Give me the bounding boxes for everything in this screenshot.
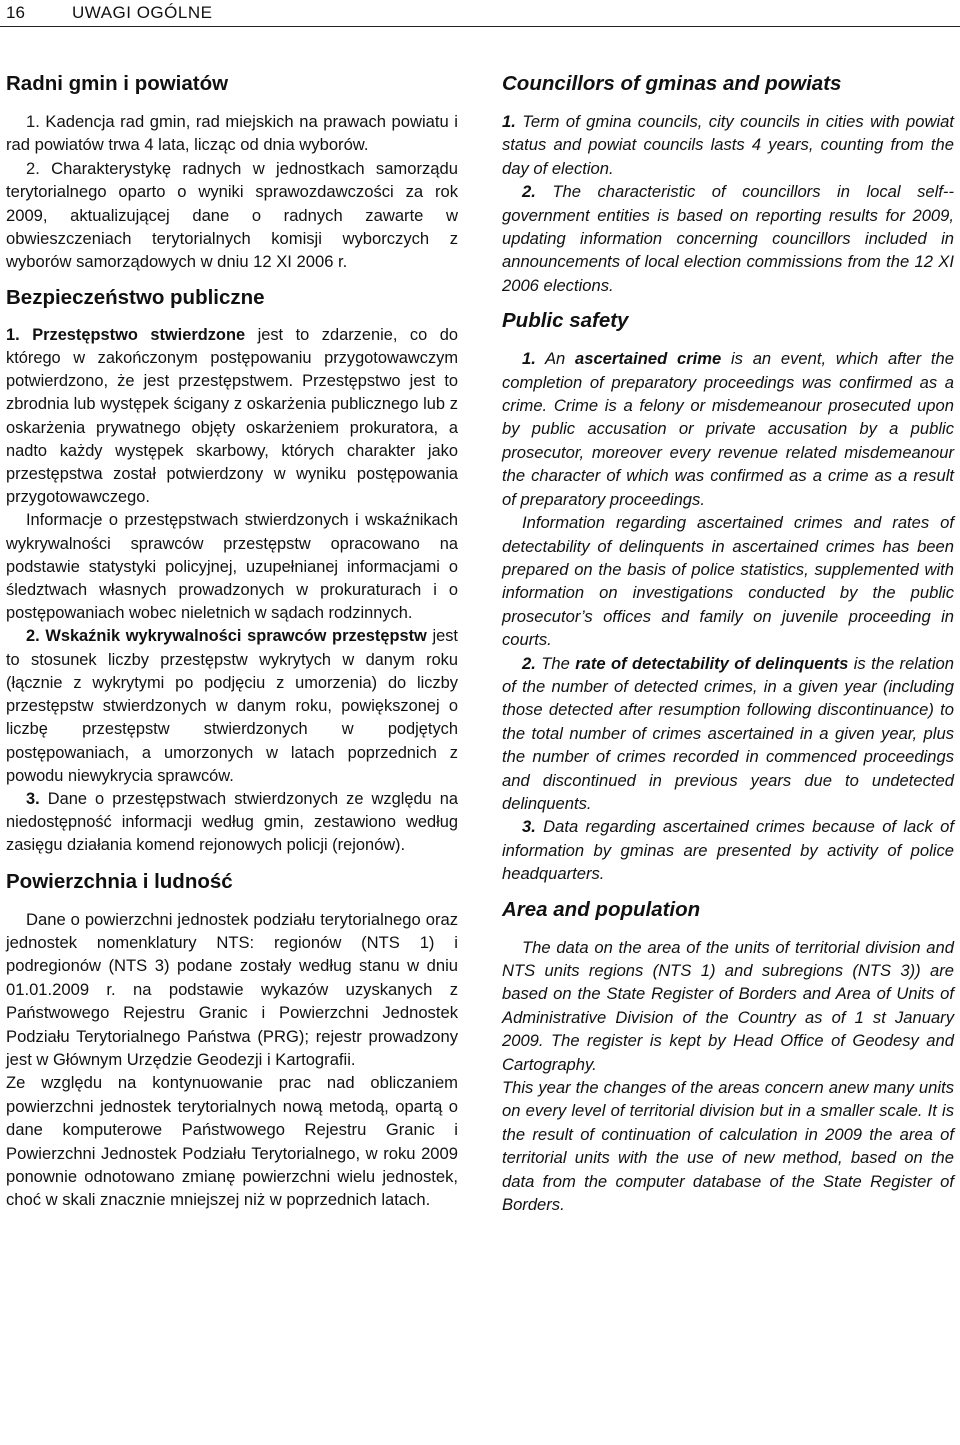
page-number: 16 (6, 3, 25, 22)
item-text: The characteristic of councillors in local self--government entities is based on reporting results for 2009, updating information concerning councillors included in announcements of local election commissions from the 12 XI 2006 elections. (502, 182, 954, 295)
item-number: 3. (26, 789, 40, 808)
paragraph: Information regarding ascertained crimes and rates of detectability of delinquents in ascertained crimes has been prepared on the basis of police statistics, supplemented with information on investigations conducted by the public prosecutor’s offices and family on juvenile proceeding in courts. (502, 513, 954, 650)
section-public-safety-pl (6, 284, 458, 858)
polish-column (6, 70, 458, 1222)
section-title: Bezpieczeństwo publiczne (6, 285, 265, 309)
item-text: jest to zdarzenie, co do którego w zakończonym postępowaniu przygotowawczym potwierdzono, że jest przestępstwem. Przestępstwo jest to zbrodnia lub występek ścigany z oskarżenia publicznego lub z oskarżenia prywatnego objęty oskarżeniem prokuratora, a nadto każdy występek skarbowy, których charakter jako przestępstwa został potwierdzony w wyniku postępowania przygotowawczego. (6, 325, 458, 507)
header-rule (0, 26, 960, 27)
list-item (502, 347, 954, 511)
item-text: Term of gmina councils, city councils in cities with powiat status and powiat councils lasts 4 years, counting from the day of election. (502, 112, 954, 178)
english-column (502, 70, 954, 1226)
item-text: Dane o przestępstwach stwierdzonych ze względu na niedostępność informacji według gmin, zestawiono według zasięgu działania komend rejonowych policji (rejonów). (6, 789, 458, 855)
section-title: Area and population (502, 897, 701, 921)
item-text: Kadencja rad gmin, rad miejskich na prawach powiatu i rad powiatów trwa 4 lata, licząc od dnia wyborów. (6, 112, 458, 155)
running-title: UWAGI OGÓLNE (72, 3, 213, 22)
list-item (6, 157, 458, 274)
item-number: 2. (522, 182, 536, 202)
paragraph: Ze względu na kontynuowanie prac nad obliczaniem powierzchni jednostek terytorialnych nową metodą, opartą o dane komputerowe Państwowego Rejestru Granic i Powierzchni Jednostek Podziału Terytorialnego, w roku 2009 ponownie odnotowano zmianę powierzchni wielu jednostek, choć w skali znacznie mniejszej niż w poprzednich latach. (6, 1073, 458, 1210)
item-text: is the relation of the number of detected crimes, in a given year (including those detected after resumption following discontinuance) to the total number of crimes ascertained in a given year, plus the number of crimes recorded in commenced proceedings and discontinued in previous years due to undetected delinquents. (502, 653, 954, 813)
list-item (502, 652, 954, 816)
list-item (6, 324, 458, 510)
item-pre: The (541, 653, 576, 673)
list-item (502, 180, 954, 297)
item-number: 2. (26, 158, 40, 178)
item-text: Data regarding ascertained crimes because of lack of information by gminas are presented by activity of police headquarters. (502, 817, 954, 884)
section-councillors-pl (6, 70, 458, 274)
section-public-safety-en (502, 307, 954, 885)
page-header (0, 0, 960, 28)
section-area-population-en (502, 896, 954, 1217)
item-text: Charakterystykę radnych w jednostkach samorządu terytorialnego oparto o wyniki sprawozdawczości za rok 2009, aktualizującej dane o radnych zawarte w obwieszczeniach terytorialnych komisji wyborczych z wyborów samorządowych w dniu 12 XI 2006 r. (6, 158, 458, 272)
item-number: 3. (522, 817, 536, 837)
term: Wskaźnik wykrywalności sprawców przestępstw (45, 627, 427, 646)
paragraph: Dane o powierzchni jednostek podziału terytorialnego oraz jednostek nomenklatury NTS: regionów (NTS 1) i podregionów (NTS 3) podane zostały według stanu w dniu 01.01.2009 r. na podstawie wykazów uzyskanych z Państwowego Rejestru Granic i Powierzchni Jednostek Podziału Terytorialnego Państwa (PRG); rejestr prowadzony jest w Głównym Urzędzie Geodezji i Kartografii. (6, 909, 458, 1069)
section-title: Powierzchnia i ludność (6, 869, 233, 893)
item-text: jest to stosunek liczby przestępstw wykrytych w danym roku (łącznie z wykrytymi po podjęciu z umorzenia) do liczby przestępstw stwierdzonych w danym roku, powiększonej o liczbę przestępstw stwierdzonych w podjętych postępowaniach, a umorzonych w latach poprzednich z powodu niewykrycia sprawców. (6, 627, 458, 785)
paragraph: The data on the area of the units of territorial division and NTS units regions (NTS 1) and subregions (NTS 3)) are based on the State Register of Borders and Area of Units of Administrative Division of the Country as of 1 st January 2009. The register is kept by Head Office of Geodesy and Cartography. (502, 937, 954, 1074)
item-text: is an event, which after the completion of preparatory proceedings was confirmed as a crime. Crime is a felony or misdemeanour prosecuted upon by public accusation or private accusation by a public prosecutor, moreover every revenue related misdemeanour the character of which was confirmed as a crime as a result of preparatory proceedings. (502, 349, 954, 509)
term: rate of detectability of delinquents (575, 653, 849, 673)
item-number: 1. (502, 112, 516, 131)
section-councillors-en (502, 70, 954, 297)
item-number: 2. (26, 627, 40, 646)
list-item (502, 110, 954, 180)
section-title: Public safety (502, 309, 629, 333)
item-number: 1. (6, 325, 20, 344)
list-item (6, 110, 458, 157)
paragraph: This year the changes of the areas concern anew many units on every level of territorial division but in a smaller scale. It is the result of continuation of calculation in 2009 the area of territorial units with the use of new method, based on the data from the computer database of the State Register of Borders. (502, 1078, 954, 1215)
list-item (6, 788, 458, 858)
list-item (502, 815, 954, 885)
paragraph: Informacje o przestępstwach stwierdzonych i wskaźnikach wykrywalności sprawców przestępstw opracowano na podstawie statystyki policyjnej, uzupełnianej informacjami o śledztwach własnych prowadzonych w prokuraturach i o postępowaniach wobec nieletnich w sądach rodzinnych. (6, 511, 458, 623)
section-title: Councillors of gminas and powiats (502, 72, 842, 95)
item-number: 2. (522, 653, 536, 673)
section-area-population-pl (6, 868, 458, 1212)
item-number: 1. (26, 112, 40, 131)
list-item (6, 625, 458, 787)
section-title: Radni gmin i powiatów (6, 72, 229, 95)
term: Przestępstwo stwierdzone (32, 325, 246, 344)
item-number: 1. (522, 349, 536, 369)
item-pre: An (544, 349, 575, 369)
term: ascertained crime (575, 349, 722, 369)
